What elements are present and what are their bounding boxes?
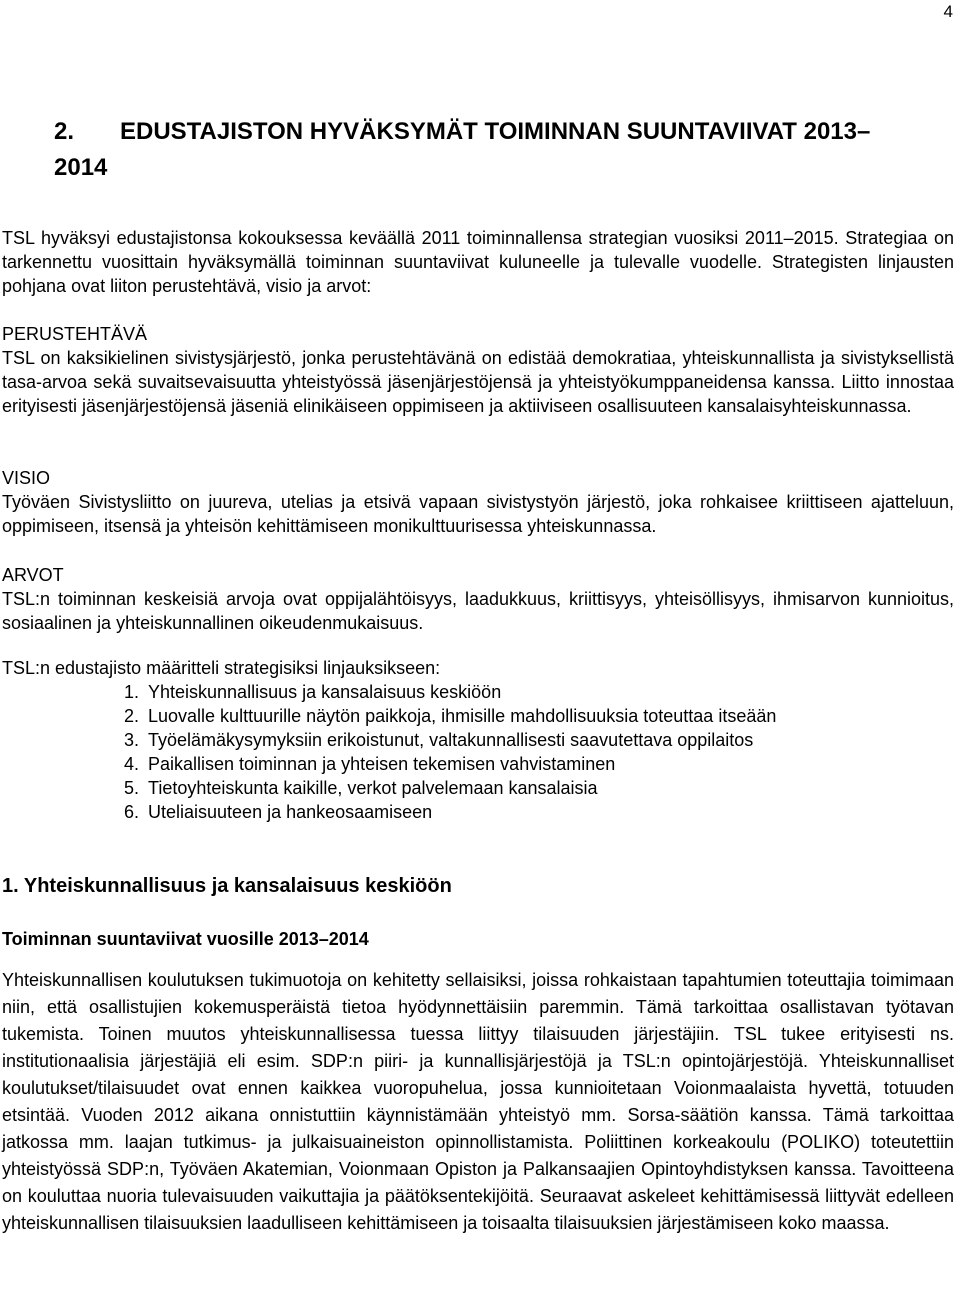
list-item-number: 5. (124, 778, 140, 798)
section-paragraph: Yhteiskunnallisen koulutuksen tukimuotoja on kehitetty sellaisiksi, joissa rohkaistaan tapahtumien toteuttajia toimimaan niin, että osallistujien kokemusperäistä tietoa hyödynnettäisiin paremmin. Tämä tarkoittaa osallistavan työtavan tukemista. Toinen muutos yhteiskunnallisessa tuessa liittyy tilaisuuden järjestäjiin. TSL tukee erityisesti ns. institutionaalisia järjestäjiä eli esim. SDP:n piiri- ja kunnallisjärjestöjä ja TSL:n opintojärjestöjä. Yhteiskunnalliset koulutukset/tilaisuudet ovat ennen kaikkea vuoropuhelua, jossa kunnioitetaan Voionmaalaista hyvettä, totuuden etsintää. Vuoden 2012 aikana onnistuttiin käynnistämään yhteistyö mm. Sorsa-säätiön kanssa. Tämä tarkoittaa jatkossa mm. laajan tutkimus- ja julkaisuaineiston opinnollistamista. Poliittinen korkeakoulu (POLIKO) toteutettiin yhteistyössä SDP:n, Työväen Akatemian, Voionmaan Opiston ja Palkansaajien Opintoyhdistyksen kanssa. Tavoitteena on kouluttaa nuoria tulevaisuuden vaikuttajia ja päätöksentekijöitä. Seuraavat askeleet kehittämisessä liittyvät edelleen yhteiskunnallisen tilaisuuksien laadulliseen kehittämiseen ja toisaalta tilaisuuksien järjestämiseen koko maassa. (2, 970, 954, 1233)
list-item-text: Uteliaisuuteen ja hankeosaamiseen (148, 802, 433, 822)
chapter-title (2, 114, 952, 186)
chapter-title-line2: 2014 (54, 154, 108, 181)
visio-text: Työväen Sivistysliitto on juureva, utelias ja etsivä vapaan sivistystyön järjestö, joka rohkaisee kriittiseen ajatteluun, oppimiseen, itsensä ja yhteisön kehittämiseen monikulttuurisessa yhteiskunnassa. (2, 492, 954, 536)
arvot-heading: ARVOT (2, 565, 64, 585)
list-item (2, 752, 776, 776)
list-item-text: Tietoyhteiskunta kaikille, verkot palvelemaan kansalaisia (148, 778, 598, 798)
list-item-text: Yhteiskunnallisuus ja kansalaisuus keskiöön (148, 682, 502, 702)
list-item (2, 680, 776, 704)
perustehtava-block (2, 322, 954, 418)
page-number: 4 (943, 2, 953, 21)
linjaukset-list (2, 680, 776, 824)
list-item-text: Paikallisen toiminnan ja yhteisen tekemisen vahvistaminen (148, 754, 616, 774)
visio-block (2, 466, 954, 538)
list-item (2, 728, 776, 752)
list-item-text: Luovalle kulttuurille näytön paikkoja, ihmisille mahdollisuuksia toteuttaa itseään (148, 706, 777, 726)
chapter-number: 2. (54, 118, 75, 145)
list-item-number: 1. (124, 682, 140, 702)
perustehtava-text: TSL on kaksikielinen sivistysjärjestö, jonka perustehtävänä on edistää demokratiaa, yhteiskunnallista ja sivistyksellistä tasa-arvoa sekä suvaitsevaisuutta yhteistyössä jäsenjärjestöjensä ja yhteistyökumppaneidensa kanssa. Liitto innostaa erityisesti jäsenjärjestöjensä jäseniä elinikäiseen oppimiseen ja aktiiviseen osallisuuteen kansalaisyhteiskunnassa. (2, 348, 954, 416)
section-heading: 1. Yhteiskunnallisuus ja kansalaisuus keskiöön (2, 875, 452, 897)
list-item-number: 6. (124, 802, 140, 822)
perustehtava-heading: PERUSTEHTÄVÄ (2, 324, 148, 344)
linjaukset-lead: TSL:n edustajisto määritteli strategisiksi linjauksikseen: (2, 658, 441, 678)
visio-heading: VISIO (2, 468, 51, 488)
list-item (2, 704, 776, 728)
section-subheading: Toiminnan suuntaviivat vuosille 2013–2014 (2, 929, 369, 949)
list-item (2, 800, 776, 824)
arvot-text: TSL:n toiminnan keskeisiä arvoja ovat oppijalähtöisyys, laadukkuus, kriittisyys, yhteisöllisyys, ihmisarvon kunnioitus, sosiaalinen ja yhteiskunnallinen oikeudenmukaisuus. (2, 589, 954, 633)
arvot-block (2, 563, 954, 635)
intro-paragraph: TSL hyväksyi edustajistonsa kokouksessa keväällä 2011 toiminnallensa strategian vuosiksi 2011–2015. Strategiaa on tarkennettu vuosittain hyväksymällä toiminnan suuntaviivat kuluneelle ja tulevalle vuodelle. Strategisten linjausten pohjana ovat liiton perustehtävä, visio ja arvot: (2, 228, 954, 296)
list-item (2, 776, 776, 800)
chapter-title-text: EDUSTAJISTON HYVÄKSYMÄT TOIMINNAN SUUNTAVIIVAT 2013– (120, 118, 871, 145)
list-item-number: 3. (124, 730, 140, 750)
chapter-title-line1 (2, 114, 952, 150)
list-item-text: Työelämäkysymyksiin erikoistunut, valtakunnallisesti saavutettava oppilaitos (148, 730, 754, 750)
list-item-number: 2. (124, 706, 140, 726)
list-item-number: 4. (124, 754, 140, 774)
